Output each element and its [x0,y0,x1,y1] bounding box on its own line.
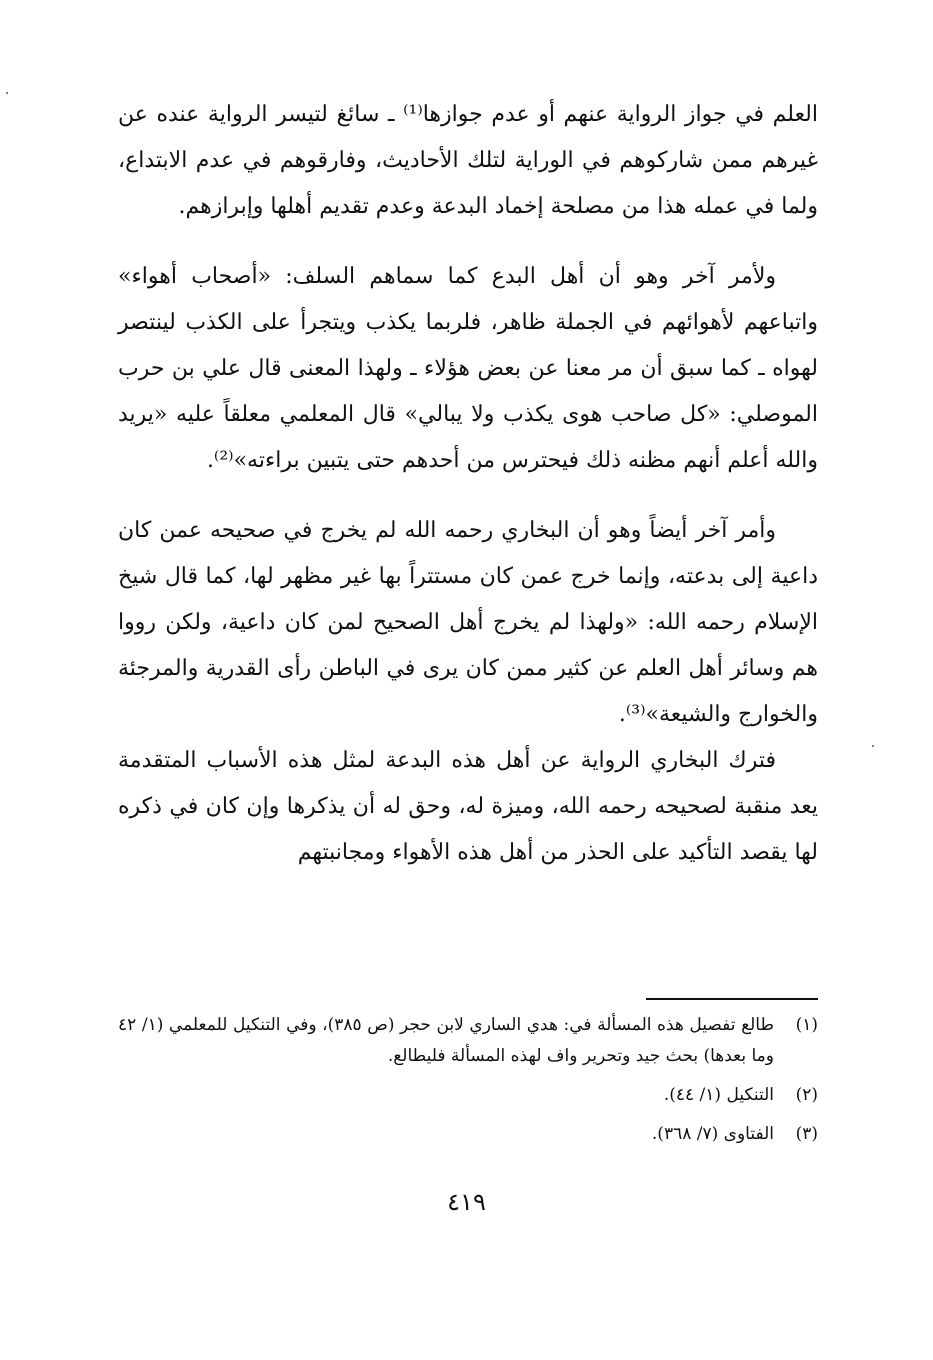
footnote-1 [118,1010,818,1072]
footnote-marker: (٢) [795,1085,818,1105]
footnote-text: الفتاوى (٧/ ٣٦٨). [651,1124,774,1144]
footnote-marker: (٣) [795,1124,818,1144]
footnote-separator [646,998,818,1000]
page-number: ٤١٩ [447,1188,486,1216]
paragraph-continuation: العلم في جواز الرواية عنهم أو عدم جوازها⁽¹⁾ ـ سائغ لتيسر الرواية عنده عن غيرهم ممن شاركوهم في الوراية لتلك الأحاديث، وفارقوهم في عدم الابتداع، ولما في عمله هذا من مصلحة إخماد البدعة وعدم تقديم أهلها وإبرازهم. [118,102,819,219]
paragraph-bukhari-reasons: فترك البخاري الرواية عن أهل هذه البدعة لمثل هذه الأسباب المتقدمة يعد منقبة لصحيحه رحمه الله، وميزة له، وحق له أن يذكرها وإن كان في ذكره لها يقصد التأكيد على الحذر من أهل هذه الأهواء ومجانبتهم [118,748,818,865]
main-text [118,92,818,876]
paragraph-ahl-al-ahwa: ولأمر آخر وهو أن أهل البدع كما سماهم السلف: «أصحاب أهواء» واتباعهم لأهوائهم في الجملة ظاهر، فلربما يكذب ويتجرأ على الكذب لينتصر لهواه ـ كما سبق أن مر معنا عن بعض هؤلاء ـ ولهذا المعنى قال علي بن حرب الموصلي: «كل صاحب هوى يكذب ولا يبالي» قال المعلمي معلقاً عليه «يريد والله أعلم أنهم مظنه ذلك فيحترس من أحدهم حتى يتبين براءته»⁽²⁾. [118,264,819,473]
footnote-text: التنكيل (١/ ٤٤). [663,1085,774,1105]
scan-speck [6,92,8,94]
footnote-text: طالع تفصيل هذه المسألة في: هدي الساري لابن حجر (ص ٣٨٥)، وفي التنكيل للمعلمي (١/ ٤٢ وما بعدها) بحث جيد وتحرير واف لهذه المسألة فليطالع. [118,1015,775,1066]
footnote-2 [118,1080,818,1111]
paragraph-bukhari-sahih: وأمر آخر أيضاً وهو أن البخاري رحمه الله لم يخرج في صحيحه عمن كان داعية إلى بدعته، وإنما خرج عمن كان مستتراً بها غير مظهر لها، كما قال شيخ الإسلام رحمه الله: «ولهذا لم يخرج أهل الصحيح لمن كان داعية، ولكن رووا هم وسائر أهل العلم عن كثير ممن كان يرى في الباطن رأى القدرية والمرجئة والخوارج والشيعة»⁽³⁾. [118,518,818,727]
footnotes [118,1010,818,1150]
scan-speck [872,745,874,747]
footnote-marker: (١) [795,1015,818,1035]
footnote-3 [118,1119,818,1150]
